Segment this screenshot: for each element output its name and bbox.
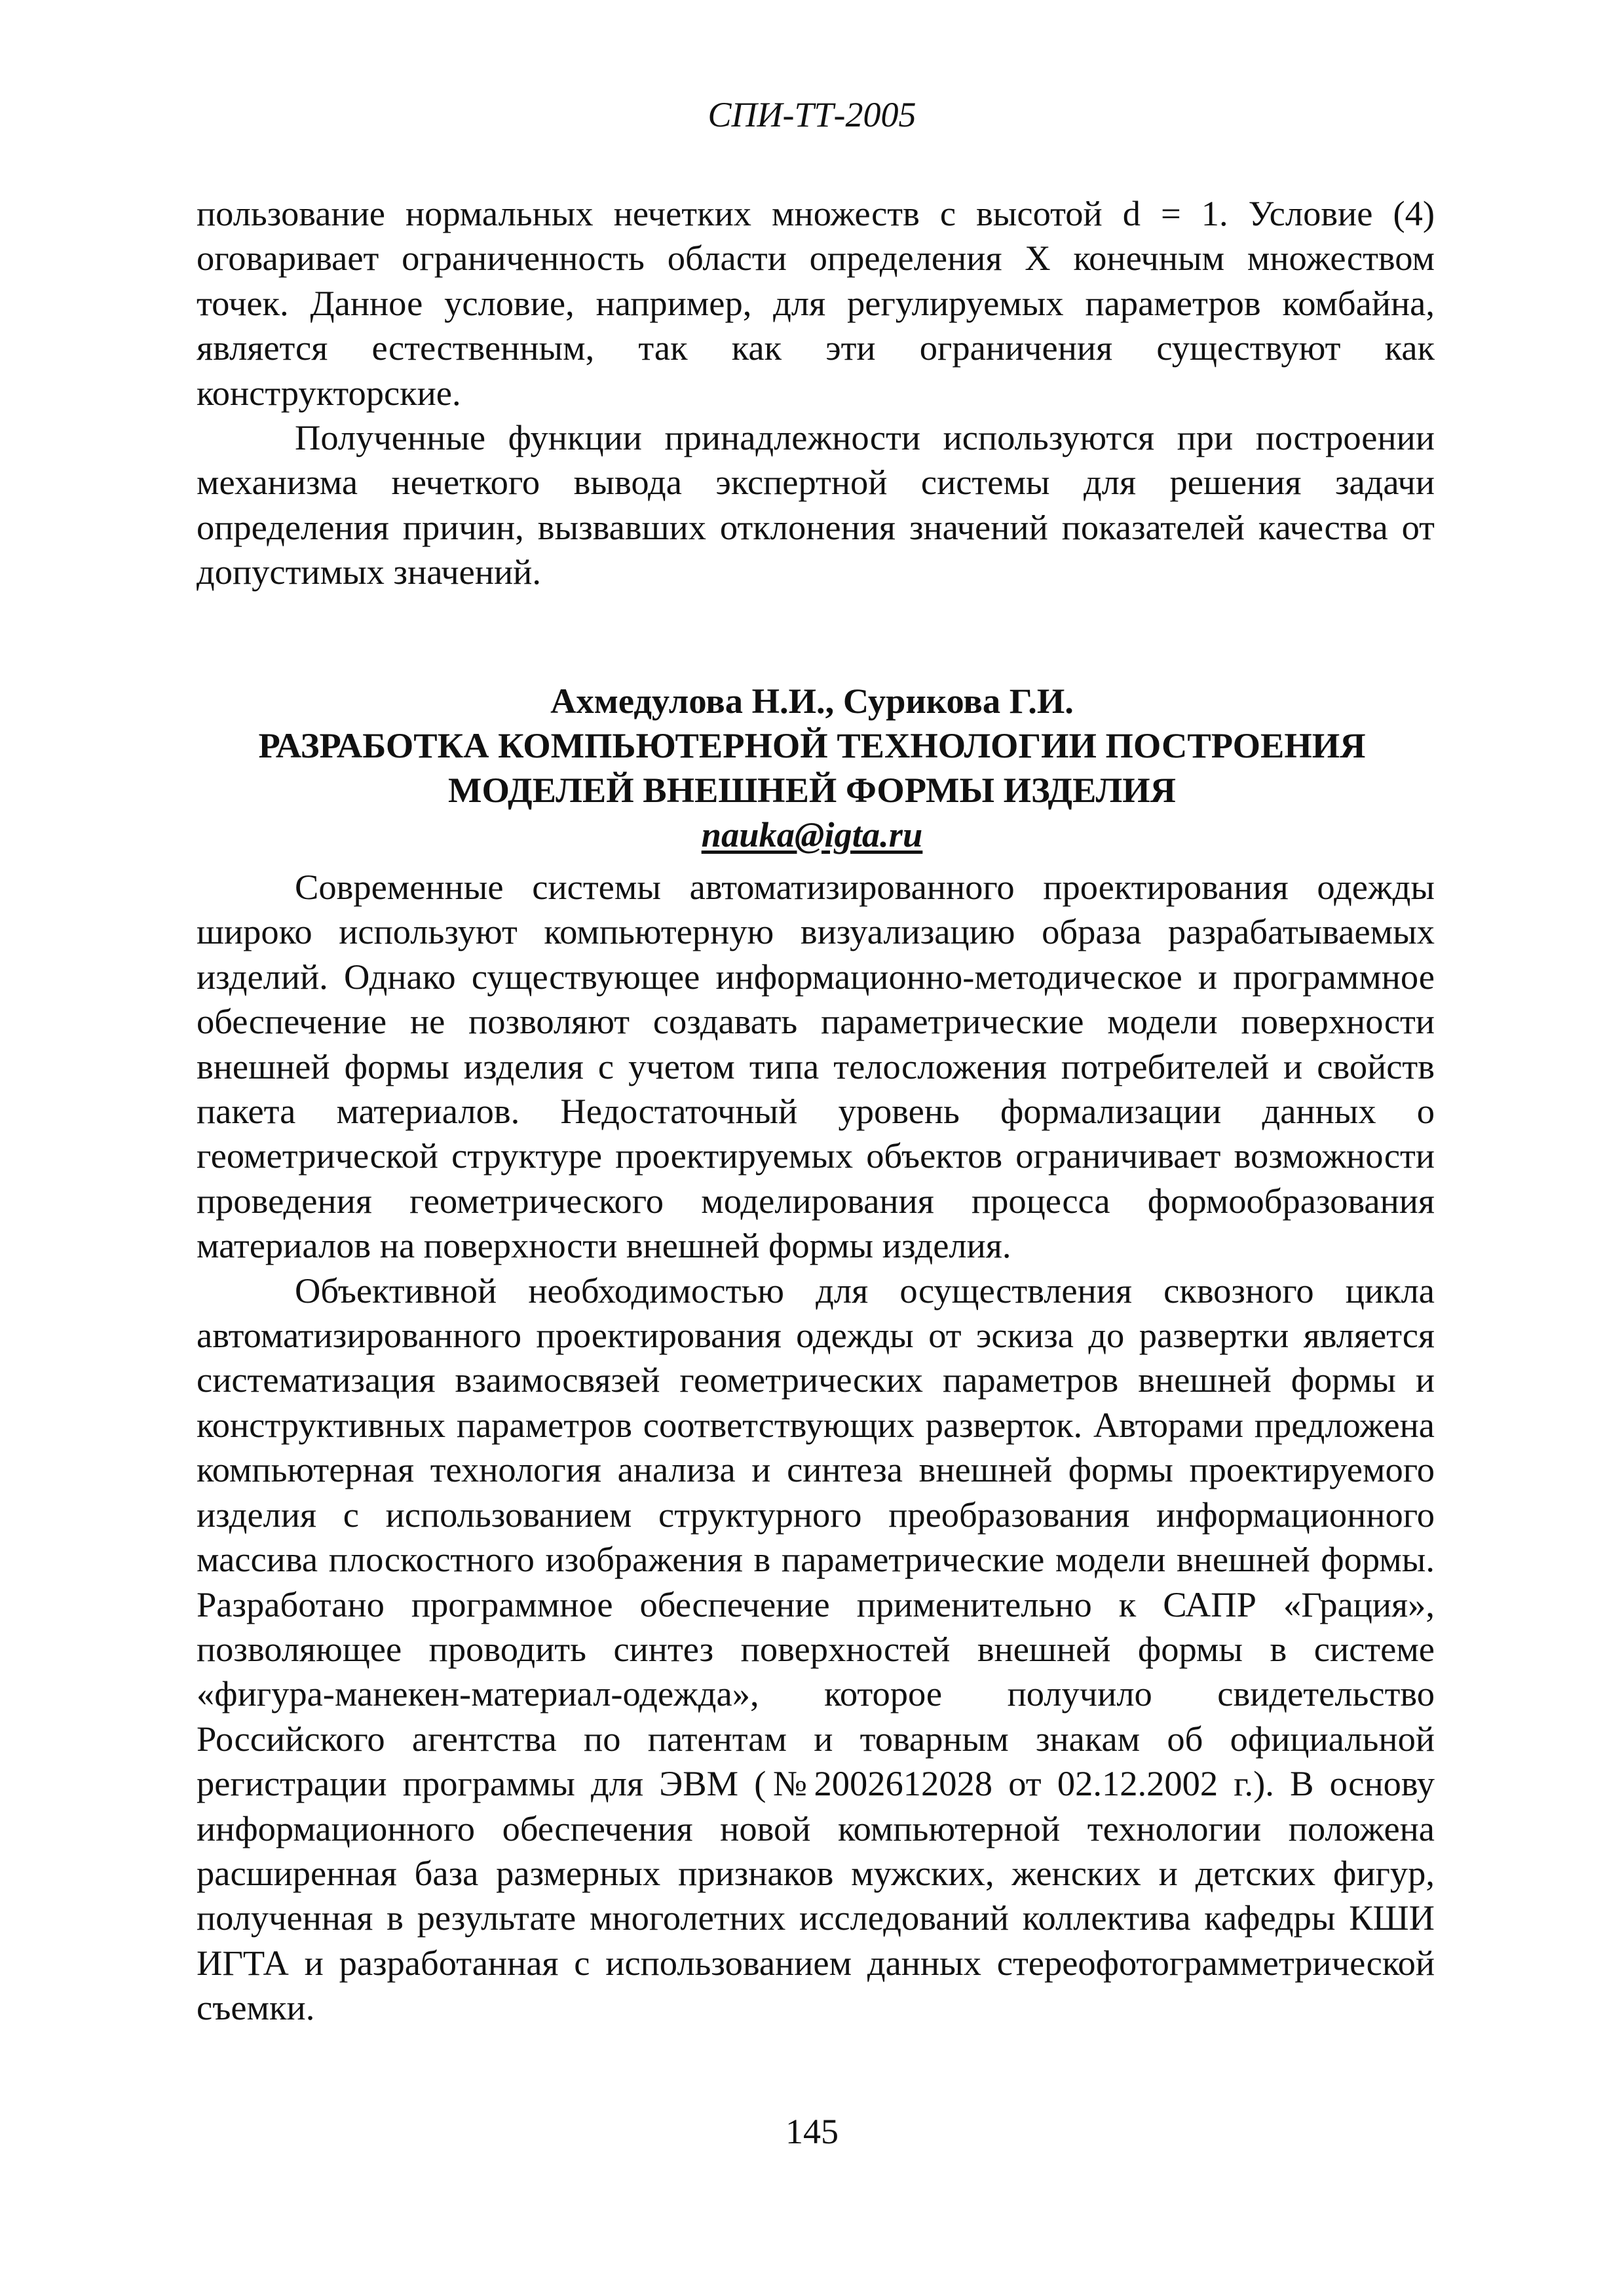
page-number: 145	[785, 2112, 839, 2151]
running-header: СПИ-ТТ-2005	[708, 95, 916, 134]
article-heading	[0, 679, 1624, 857]
paragraph: Полученные функции принадлежности используются при построении механизма нечеткого вывода экспертной системы для решения задачи определения причин, вызвавших отклонения значений показателей качества от допустимых значений.	[197, 417, 1435, 592]
article-body	[197, 865, 1435, 2031]
author-email-link[interactable]: nauka@igta.ru	[701, 814, 923, 854]
article-authors: Ахмедулова Н.И., Сурикова Г.И.	[550, 681, 1074, 721]
article-title-line: МОДЕЛЕЙ ВНЕШНЕЙ ФОРМЫ ИЗДЕЛИЯ	[448, 770, 1176, 810]
previous-article-text	[197, 191, 1435, 595]
paragraph: Объективной необходимостью для осуществления сквозного цикла автоматизированного проектирования одежды от эскиза до развертки является систематизация взаимосвязей геометрических параметров внешней формы и конструктивных параметров соответствующих разверток. Авторами предложена компьютерная технология анализа и синтеза внешней формы проектируемого изделия с использованием структурного преобразования информационного массива плоскостного изображения в параметрические модели внешней формы. Разработано программное обеспечение применительно к САПР «Грация», позволяющее проводить синтез поверхностей внешней формы в системе «фигура-манекен-материал-одежда», которое получило свидетельство Российского агентства по патентам и товарным знакам об официальной регистрации программы для ЭВМ (№2002612028 от 02.12.2002 г.). В основу информационного обеспечения новой компьютерной технологии положена расширенная база размерных признаков мужских, женских и детских фигур, полученная в результате многолетних исследований коллектива кафедры КШИ ИГТА и разработанная с использованием данных стереофотограмметрической съемки.	[197, 1270, 1435, 2028]
paragraph: пользование нормальных нечетких множеств с высотой d = 1. Условие (4) оговаривает ограниченность области определения X конечным множеством точек. Данное условие, например, для регулируемых параметров комбайна, является естественным, так как эти ограничения существуют как конструкторские.	[197, 193, 1435, 413]
article-title-line: РАЗРАБОТКА КОМПЬЮТЕРНОЙ ТЕХНОЛОГИИ ПОСТРОЕНИЯ	[258, 725, 1366, 765]
paragraph: Современные системы автоматизированного проектирования одежды широко используют компьютерную визуализацию образа разрабатываемых изделий. Однако существующее информационно-методическое и программное обеспечение не позволяют создавать параметрические модели поверхности внешней формы изделия с учетом типа телосложения потребителей и свойств пакета материалов. Недостаточный уровень формализации данных о геометрической структуре проектируемых объектов ограничивает возможности проведения геометрического моделирования процесса формообразования материалов на поверхности внешней формы изделия.	[197, 867, 1435, 1266]
